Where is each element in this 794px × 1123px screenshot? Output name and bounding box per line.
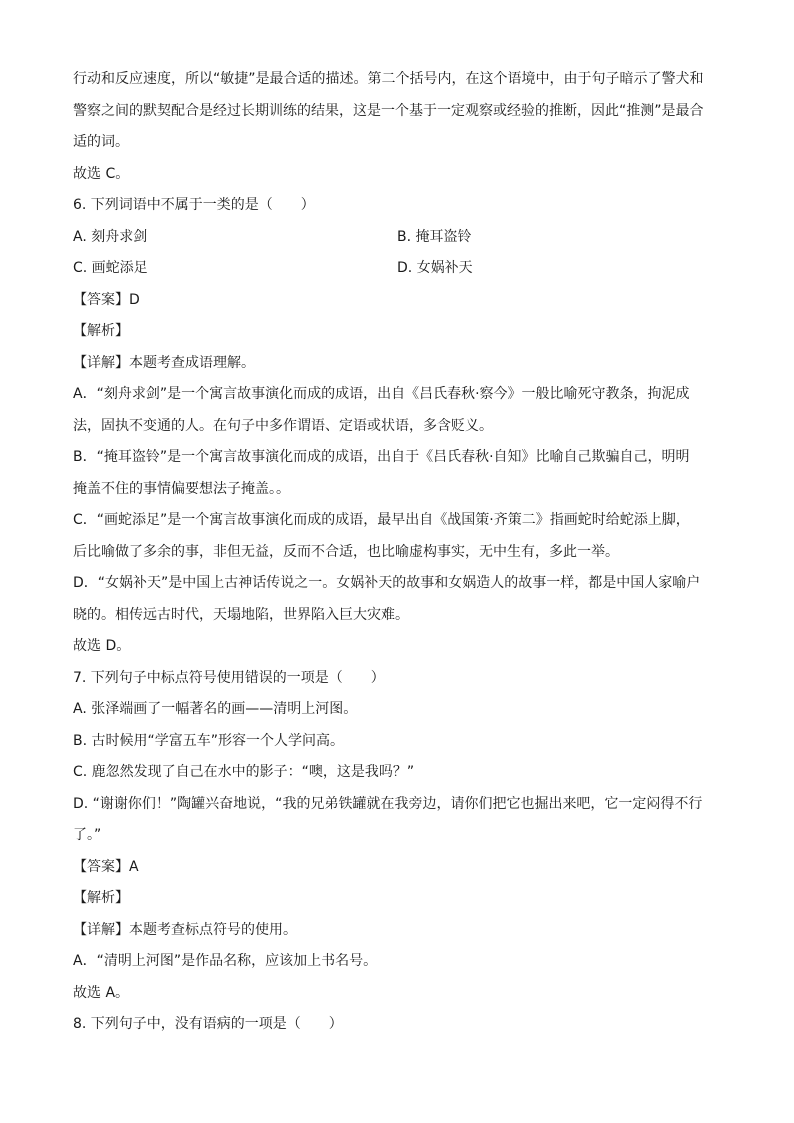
analysis-tag: 【解析】 — [73, 890, 129, 906]
option-d: D. 女娲补天 — [397, 260, 473, 276]
answer-tag: 【答案】 — [73, 858, 129, 875]
detail-text-line: D．“女娲补天”是中国上古神话传说之一。女娲补天的故事和女娲造人的故事一样，都是中国人家喻户 — [73, 575, 701, 591]
conclusion: 故选 D。 — [73, 638, 131, 654]
option-row — [73, 222, 733, 254]
detail-line — [73, 348, 733, 380]
detail-line — [73, 915, 733, 947]
option-d: D. “谢谢你们！”陶罐兴奋地说，“我的兄弟铁罐就在我旁边，请你们把它也掘出来吧，它一定闷得不行 — [73, 795, 703, 812]
conclusion: 故选 C。 — [73, 165, 130, 182]
option-b: B. 古时候用“学富五车”形容一个人学问高。 — [73, 732, 345, 749]
detail-text-line: 法，固执不变通的人。在句子中多作谓语、定语或状语，多含贬义。 — [73, 417, 493, 434]
explanation-line: 行动和反应速度，所以“敏捷”是最合适的描述。第二个括号内，在这个语境中，由于句子暗示了警犬和 — [73, 71, 704, 87]
option-row — [73, 253, 733, 285]
option-a: A. 张泽端画了一幅著名的画——清明上河图。 — [73, 701, 358, 717]
explanation-line: 适的词。 — [73, 134, 129, 150]
option-a: A. 刻舟求剑 — [73, 228, 148, 245]
explanation-line: 警察之间的默契配合是经过长期训练的结果，这是一个基于一定观察或经验的推断，因此“推测”是最合 — [73, 102, 704, 119]
conclusion: 故选 A。 — [73, 984, 130, 1001]
document-page — [73, 64, 733, 1041]
detail-text-line: 晓的。相传远古时代，天塌地陷，世界陷入巨大灾难。 — [73, 606, 409, 623]
option-c: C. 画蛇添足 — [73, 260, 148, 276]
detail-intro: 本题考查成语理解。 — [129, 354, 255, 371]
detail-tag: 【详解】 — [73, 354, 129, 371]
detail-intro: 本题考查标点符号的使用。 — [129, 921, 297, 938]
answer-line — [73, 852, 733, 884]
detail-tag: 【详解】 — [73, 921, 129, 938]
detail-text-line: C．“画蛇添足”是一个寓言故事演化而成的成语，最早出自《战国策·齐策二》指画蛇时给蛇添上脚， — [73, 512, 690, 528]
detail-text-line: A．“刻舟求剑”是一个寓言故事演化而成的成语，出自《吕氏春秋·察今》一般比喻死守教条，拘泥成 — [73, 386, 690, 402]
detail-text-line: B．“掩耳盗铃”是一个寓言故事演化而成的成语，出自于《吕氏春秋·自知》比喻自己欺骗自己，明明 — [73, 449, 690, 465]
answer-line — [73, 285, 733, 317]
detail-text-line: 掩盖不住的事情偏要想法子掩盖。。 — [73, 480, 290, 497]
question-stem-7: 7. 下列句子中标点符号使用错误的一项是（ ） — [73, 669, 385, 686]
option-b: B. 掩耳盗铃 — [397, 228, 472, 245]
option-c: C. 鹿忽然发现了自己在水中的影子：“噢，这是我吗？” — [73, 764, 415, 780]
detail-text-line: 后比喻做了多余的事，非但无益，反而不合适，也比喻虚构事实，无中生有，多此一举。 — [73, 543, 619, 560]
detail-text-line: A．“清明上河图”是作品名称，应该加上书名号。 — [73, 953, 378, 969]
answer-value: D — [129, 291, 140, 308]
option-d-cont: 了。” — [73, 827, 102, 843]
question-stem-6: 6. 下列词语中不属于一类的是（ ） — [73, 197, 315, 213]
answer-value: A — [129, 858, 139, 875]
analysis-tag: 【解析】 — [73, 323, 129, 339]
answer-tag: 【答案】 — [73, 291, 129, 308]
question-stem-8: 8. 下列句子中，没有语病的一项是（ ） — [73, 1016, 343, 1032]
